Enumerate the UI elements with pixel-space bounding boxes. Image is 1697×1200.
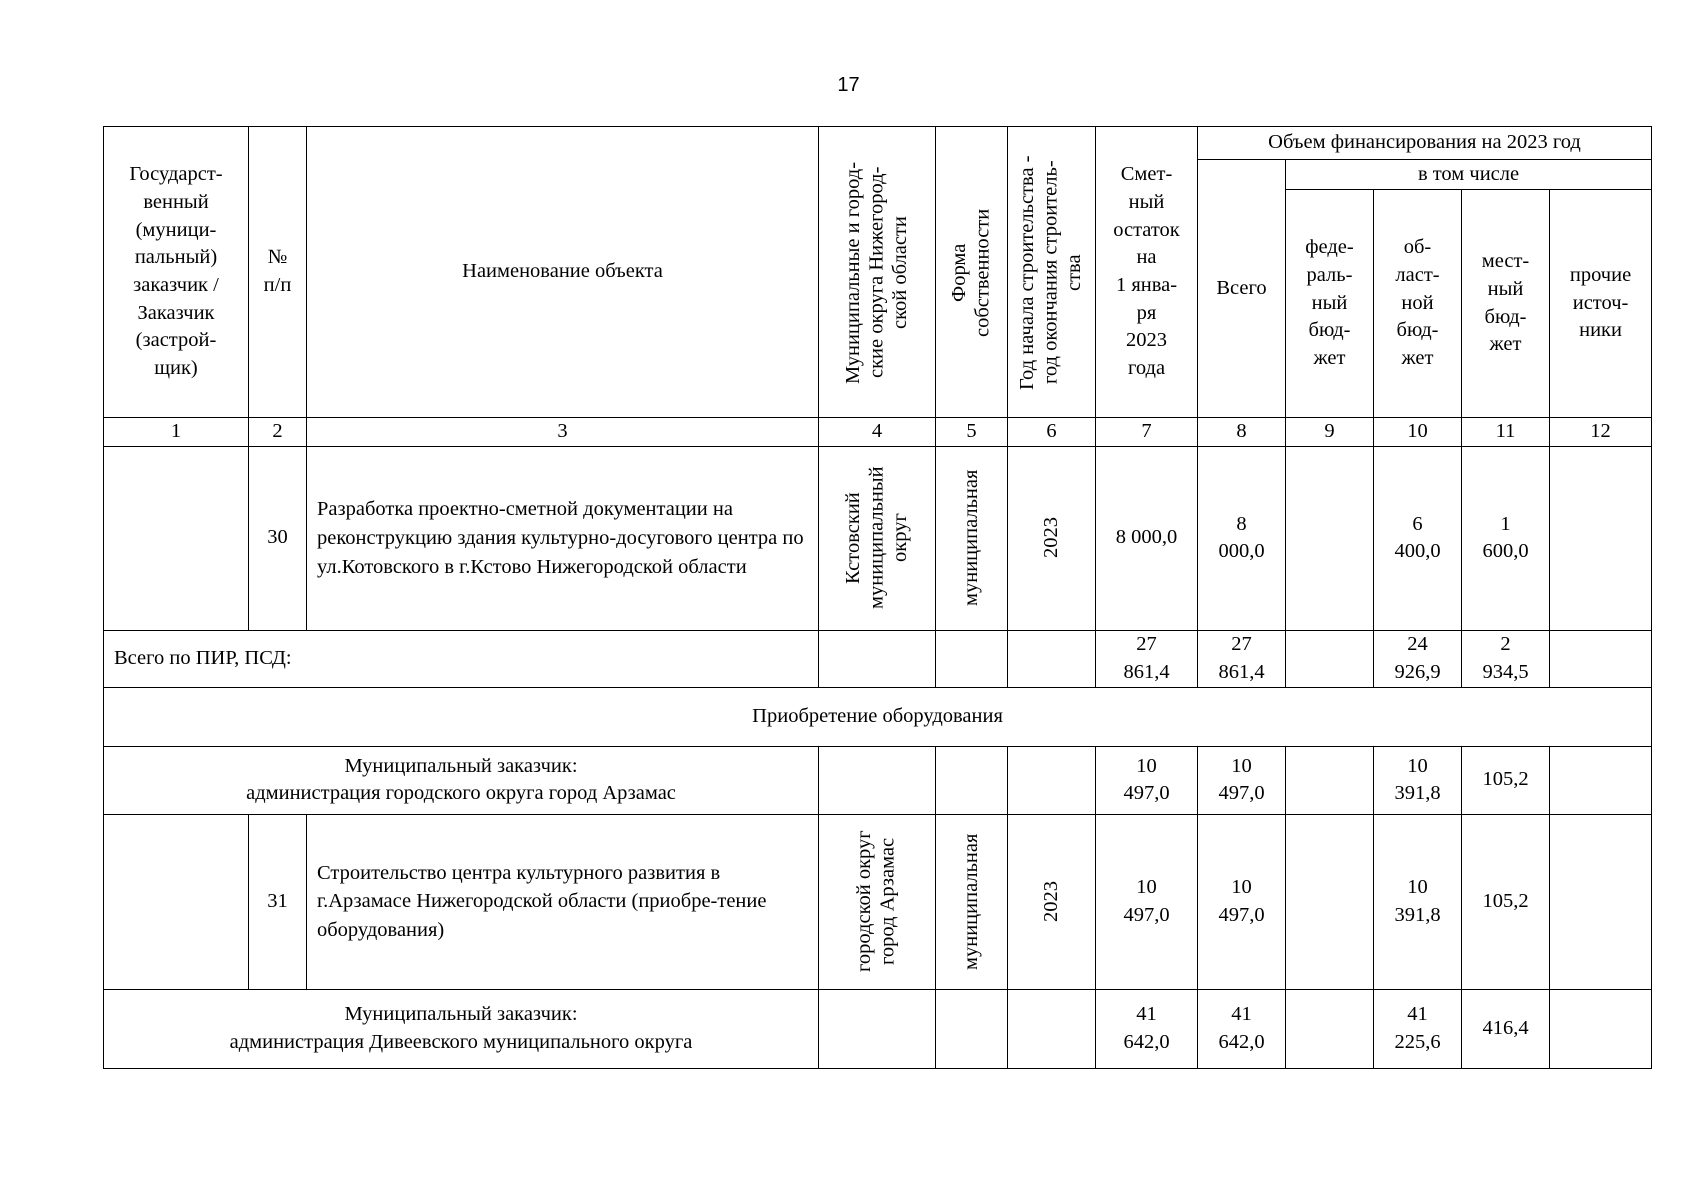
total-pir-local: 2 934,5	[1462, 630, 1550, 687]
arzamas-customer-label: Муниципальный заказчик: администрация городского округа город Арзамас	[104, 746, 819, 814]
column-number: 10	[1374, 418, 1462, 447]
header-funding-group: Объем финансирования на 2023 год	[1198, 127, 1652, 160]
diveevo-customer-other	[1550, 989, 1652, 1068]
total-pir-other	[1550, 630, 1652, 687]
row30-number: 30	[249, 446, 307, 630]
diveevo-customer-ownership	[936, 989, 1008, 1068]
column-number: 5	[936, 418, 1008, 447]
row31-number: 31	[249, 814, 307, 989]
header-customer: Государст- венный (муници- пальный) заказчик / Заказчик (застрой- щик)	[104, 127, 249, 418]
header-district	[819, 127, 936, 418]
row31-regional: 10 391,8	[1374, 814, 1462, 989]
header-ownership-text: Форма собственности	[947, 207, 994, 337]
column-number: 11	[1462, 418, 1550, 447]
page-number: 17	[837, 74, 860, 96]
column-number: 9	[1286, 418, 1374, 447]
header-including: в том числе	[1286, 160, 1652, 190]
header-years-text: Год начала строительства - год окончания строитель- ства	[1016, 154, 1086, 390]
row31-year-text: 2023	[1039, 881, 1062, 923]
column-number: 3	[307, 418, 819, 447]
total-pir-total: 27 861,4	[1198, 630, 1286, 687]
diveevo-customer-federal	[1286, 989, 1374, 1068]
column-number: 12	[1550, 418, 1652, 447]
arzamas-customer-row	[104, 746, 1652, 814]
row30-district	[819, 446, 936, 630]
table-row-30	[104, 446, 1652, 630]
diveevo-customer-total: 41 642,0	[1198, 989, 1286, 1068]
row30-federal	[1286, 446, 1374, 630]
row31-year	[1008, 814, 1096, 989]
row30-year	[1008, 446, 1096, 630]
total-pir-estimate: 27 861,4	[1096, 630, 1198, 687]
diveevo-customer-label: Муниципальный заказчик: администрация Дивеевского муниципального округа	[104, 989, 819, 1068]
row30-local: 1 600,0	[1462, 446, 1550, 630]
total-pir-federal	[1286, 630, 1374, 687]
header-number: № п/п	[249, 127, 307, 418]
header-regional: об- ласт- ной бюд- жет	[1374, 190, 1462, 418]
column-number: 6	[1008, 418, 1096, 447]
header-years	[1008, 127, 1096, 418]
column-number: 1	[104, 418, 249, 447]
row31-customer	[104, 814, 249, 989]
financing-table	[103, 126, 1652, 1069]
arzamas-customer-district	[819, 746, 936, 814]
row30-total: 8 000,0	[1198, 446, 1286, 630]
row30-object-name: Разработка проектно-сметной документации на реконструкцию здания культурно-досугового центра по ул.Котовского в г.Кстово Нижегородской области	[307, 446, 819, 630]
row31-total: 10 497,0	[1198, 814, 1286, 989]
row30-ownership	[936, 446, 1008, 630]
section-title: Приобретение оборудования	[104, 687, 1652, 746]
header-row-1	[104, 127, 1652, 160]
row31-other	[1550, 814, 1652, 989]
row31-local: 105,2	[1462, 814, 1550, 989]
column-number: 8	[1198, 418, 1286, 447]
row31-district-text: городской округ город Арзамас	[853, 830, 899, 973]
row30-district-text: Кстовский муниципальный округ	[841, 466, 911, 610]
row30-customer	[104, 446, 249, 630]
header-ownership	[936, 127, 1008, 418]
diveevo-customer-estimate: 41 642,0	[1096, 989, 1198, 1068]
diveevo-customer-regional: 41 225,6	[1374, 989, 1462, 1068]
header-other: прочие источ- ники	[1550, 190, 1652, 418]
header-local: мест- ный бюд- жет	[1462, 190, 1550, 418]
row31-federal	[1286, 814, 1374, 989]
arzamas-customer-total: 10 497,0	[1198, 746, 1286, 814]
diveevo-customer-year	[1008, 989, 1096, 1068]
total-pir-regional: 24 926,9	[1374, 630, 1462, 687]
total-pir-label: Всего по ПИР, ПСД:	[104, 630, 819, 687]
total-pir-ownership	[936, 630, 1008, 687]
row31-ownership-text: муниципальная	[959, 833, 982, 970]
row30-regional: 6 400,0	[1374, 446, 1462, 630]
row31-estimate: 10 497,0	[1096, 814, 1198, 989]
header-object-name: Наименование объекта	[307, 127, 819, 418]
row30-estimate: 8 000,0	[1096, 446, 1198, 630]
arzamas-customer-regional: 10 391,8	[1374, 746, 1462, 814]
header-federal: феде- раль- ный бюд- жет	[1286, 190, 1374, 418]
column-numbers-row	[104, 418, 1652, 447]
row30-ownership-text: муниципальная	[959, 469, 982, 607]
arzamas-customer-other	[1550, 746, 1652, 814]
diveevo-customer-local: 416,4	[1462, 989, 1550, 1068]
header-total: Всего	[1198, 160, 1286, 418]
row31-ownership	[936, 814, 1008, 989]
arzamas-customer-estimate: 10 497,0	[1096, 746, 1198, 814]
section-row	[104, 687, 1652, 746]
table-row-31	[104, 814, 1652, 989]
total-pir-district	[819, 630, 936, 687]
arzamas-customer-year	[1008, 746, 1096, 814]
row31-district	[819, 814, 936, 989]
arzamas-customer-ownership	[936, 746, 1008, 814]
header-district-text: Муниципальные и город- ские округа Нижегород- ской области	[841, 160, 911, 384]
diveevo-customer-district	[819, 989, 936, 1068]
total-pir-year	[1008, 630, 1096, 687]
row31-object-name: Строительство центра культурного развития в г.Арзамасе Нижегородской области (приобре-тение оборудования)	[307, 814, 819, 989]
column-number: 7	[1096, 418, 1198, 447]
arzamas-customer-federal	[1286, 746, 1374, 814]
diveevo-customer-row	[104, 989, 1652, 1068]
total-pir-row	[104, 630, 1652, 687]
column-number: 2	[249, 418, 307, 447]
row30-year-text: 2023	[1039, 517, 1062, 559]
header-estimate: Смет- ный остаток на 1 янва- ря 2023 года	[1096, 127, 1198, 418]
column-number: 4	[819, 418, 936, 447]
row30-other	[1550, 446, 1652, 630]
arzamas-customer-local: 105,2	[1462, 746, 1550, 814]
